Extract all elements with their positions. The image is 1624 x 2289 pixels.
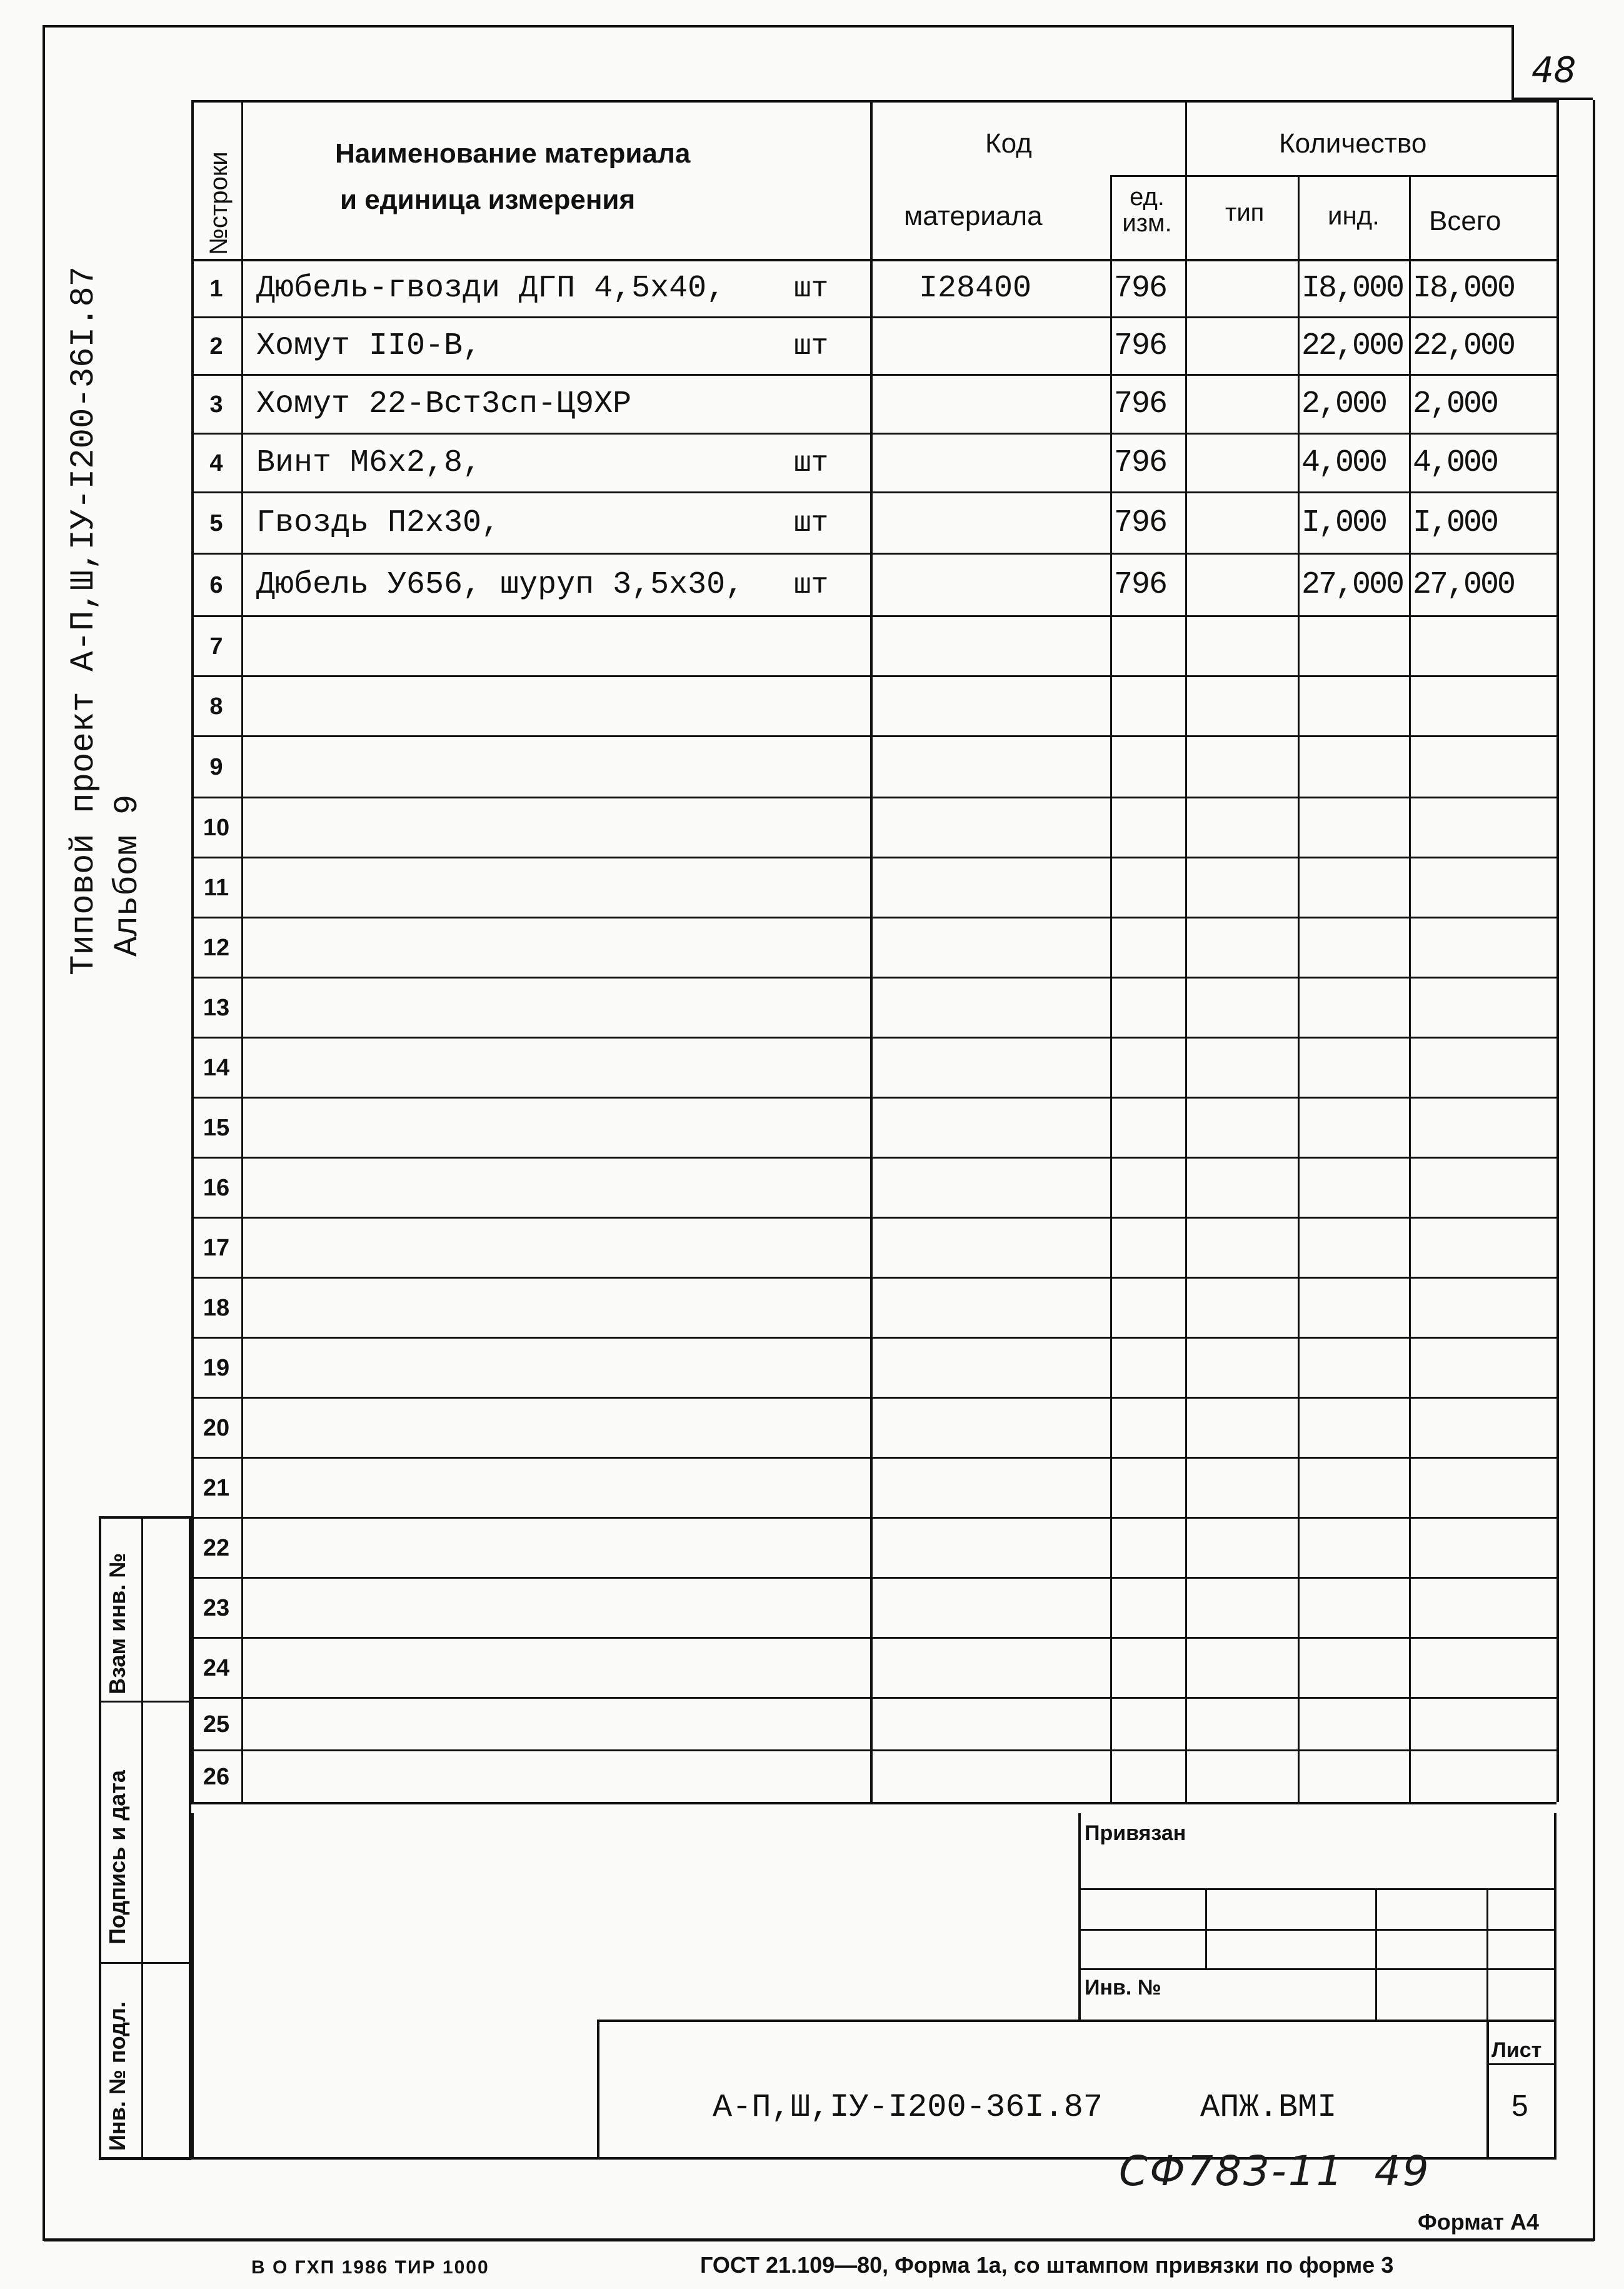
- table-row: [191, 1037, 1556, 1097]
- row-number: 22: [203, 1535, 230, 1561]
- table-row: [191, 917, 1556, 977]
- row-line: [191, 1802, 1556, 1804]
- unit-code: 796: [1114, 567, 1167, 603]
- row-number: 2: [209, 333, 223, 360]
- qty-ind: 2,000: [1301, 386, 1386, 422]
- table-row: [191, 1637, 1556, 1697]
- header-qty-ind: инд.: [1328, 201, 1380, 230]
- row-number: 13: [203, 995, 230, 1021]
- table-row: [191, 1217, 1556, 1277]
- frame-left: [43, 25, 45, 2241]
- unit-code: 796: [1114, 271, 1167, 306]
- table-row: [191, 433, 1556, 491]
- title-block-doc-code: АПЖ.ВМI: [1200, 2089, 1337, 2126]
- row-number: 1: [209, 276, 223, 302]
- unit-code: 796: [1114, 328, 1167, 364]
- material-name: Хомут II0-В,: [256, 328, 482, 364]
- material-unit: шт: [794, 569, 829, 601]
- handwritten-code: СФ783-11 49: [1119, 2147, 1431, 2195]
- table-row: [191, 797, 1556, 857]
- qty-ind: 22,000: [1301, 328, 1403, 364]
- bound-stamp-vline-2: [1375, 1888, 1377, 2020]
- left-stamp-sep-2: [99, 1962, 191, 1964]
- table-top-line: [191, 100, 1556, 103]
- material-unit: шт: [794, 330, 829, 363]
- table-row: [191, 1697, 1556, 1749]
- header-qty-total: Всего: [1429, 206, 1501, 236]
- table-row: [191, 374, 1556, 433]
- left-stamp-sep-1: [99, 1701, 191, 1703]
- footer-left: В О ГХП 1986 ТИР 1000: [251, 2257, 489, 2278]
- header-row-no: №строки: [205, 151, 233, 255]
- material-name: Дюбель У656, шуруп 3,5х30,: [256, 567, 744, 603]
- material-unit: шт: [794, 507, 829, 540]
- row-number: 16: [203, 1175, 230, 1201]
- title-block-sheet-sep: [1486, 2063, 1556, 2065]
- table-row: [191, 1277, 1556, 1337]
- materials-table: [191, 100, 1556, 1813]
- material-name: Хомут 22-Вст3сп-Ц9ХР: [256, 386, 632, 422]
- title-block-sheet-value: 5: [1511, 2090, 1528, 2123]
- table-row: [191, 259, 1556, 316]
- table-row: [191, 1457, 1556, 1517]
- row-number: 3: [209, 391, 223, 418]
- side-label-album: Альбом 9: [109, 794, 147, 957]
- row-number: 4: [209, 450, 223, 476]
- row-number: 12: [203, 935, 230, 961]
- row-number: 11: [203, 875, 229, 901]
- qty-total: 4,000: [1413, 445, 1498, 481]
- header-code-material: материала: [904, 201, 1043, 231]
- bound-stamp-inv-no: Инв. №: [1085, 1976, 1161, 2000]
- row-number: 25: [203, 1711, 230, 1738]
- stamp-podpis-data: Подпись и дата: [104, 1770, 130, 1944]
- row-number: 6: [209, 572, 223, 598]
- qty-total: 22,000: [1413, 328, 1515, 364]
- title-block-designation: А-П,Ш,IУ-I200-36I.87: [713, 2089, 1103, 2126]
- material-name: Гвоздь П2х30,: [256, 505, 501, 541]
- side-label-project: Типовой проект А-П,Ш,IУ-I200-36I.87: [65, 266, 103, 975]
- qty-ind: 27,000: [1301, 567, 1403, 603]
- table-row: [191, 857, 1556, 917]
- left-stamp-divider: [141, 1516, 143, 2160]
- row-number: 23: [203, 1595, 230, 1621]
- column-line: [1556, 100, 1559, 1802]
- row-number: 24: [203, 1655, 230, 1681]
- table-row: [191, 1397, 1556, 1457]
- row-number: 5: [209, 510, 223, 536]
- header-name-line2: и единица измерения: [340, 184, 636, 215]
- row-number: 20: [203, 1415, 230, 1441]
- table-row: [191, 977, 1556, 1037]
- bound-stamp-vline-3: [1486, 1888, 1488, 2020]
- row-number: 10: [203, 815, 230, 841]
- row-number: 18: [203, 1295, 230, 1321]
- row-number: 26: [203, 1764, 230, 1790]
- row-number: 19: [203, 1355, 230, 1381]
- table-row: [191, 1517, 1556, 1577]
- material-unit: шт: [794, 447, 829, 480]
- qty-ind: I,000: [1301, 505, 1386, 541]
- bound-stamp-privyazan: Привязан: [1085, 1821, 1186, 1845]
- row-number: 9: [209, 754, 223, 780]
- header-qty-type: тип: [1225, 199, 1265, 226]
- unit-code: 796: [1114, 386, 1167, 422]
- header-name-line1: Наименование материала: [335, 138, 691, 169]
- frame-right: [1593, 100, 1595, 2241]
- table-row: [191, 615, 1556, 675]
- bound-stamp-line-1: [1078, 1888, 1556, 1890]
- title-block-sheet-divider: [1486, 2020, 1489, 2158]
- stamp-inv-podl: Инв. № подл.: [104, 2001, 130, 2151]
- row-number: 14: [203, 1055, 230, 1081]
- material-unit: шт: [794, 273, 829, 305]
- table-row: [191, 1097, 1556, 1157]
- qty-total: 27,000: [1413, 567, 1515, 603]
- footer-right: ГОСТ 21.109—80, Форма 1а, со штампом привязки по форме 3: [700, 2252, 1394, 2278]
- table-row: [191, 735, 1556, 797]
- header-mid-line: [1110, 175, 1556, 177]
- bound-stamp-line-2: [1078, 1929, 1556, 1931]
- row-number: 8: [209, 693, 223, 720]
- frame-bottom: [44, 2238, 1594, 2241]
- table-row: [191, 491, 1556, 553]
- header-quantity: Количество: [1279, 128, 1427, 159]
- qty-ind: 4,000: [1301, 445, 1386, 481]
- material-name: Дюбель-гвозди ДГП 4,5х40,: [256, 271, 726, 306]
- qty-total: 2,000: [1413, 386, 1498, 422]
- row-number: 17: [203, 1235, 230, 1261]
- table-left-extension: [191, 1813, 194, 2158]
- table-row: [191, 1577, 1556, 1637]
- title-block-sheet-label: Лист: [1491, 2038, 1542, 2062]
- row-number: 15: [203, 1115, 230, 1141]
- table-row: [191, 316, 1556, 374]
- table-row: [191, 1337, 1556, 1397]
- bound-stamp-vline-1: [1205, 1888, 1207, 1968]
- material-name: Винт М6х2,8,: [256, 445, 482, 481]
- sheet-number-top: 48: [1531, 50, 1576, 91]
- stamp-vzam-inv: Взам инв. №: [104, 1552, 130, 1694]
- format-label: Формат А4: [1418, 2209, 1540, 2235]
- header-code: Код: [985, 128, 1032, 159]
- material-code: I28400: [919, 271, 1032, 306]
- table-row: [191, 675, 1556, 735]
- unit-code: 796: [1114, 505, 1167, 541]
- qty-total: I8,000: [1413, 271, 1515, 306]
- row-number: 21: [203, 1475, 230, 1501]
- header-code-unit: ед. изм.: [1122, 183, 1172, 237]
- frame-top: [44, 25, 1513, 28]
- table-row: [191, 1157, 1556, 1217]
- bound-stamp-line-3: [1078, 1968, 1556, 1970]
- table-row: [191, 553, 1556, 615]
- qty-ind: I8,000: [1301, 271, 1403, 306]
- qty-total: I,000: [1413, 505, 1498, 541]
- unit-code: 796: [1114, 445, 1167, 481]
- table-row: [191, 1749, 1556, 1802]
- row-number: 7: [209, 633, 223, 660]
